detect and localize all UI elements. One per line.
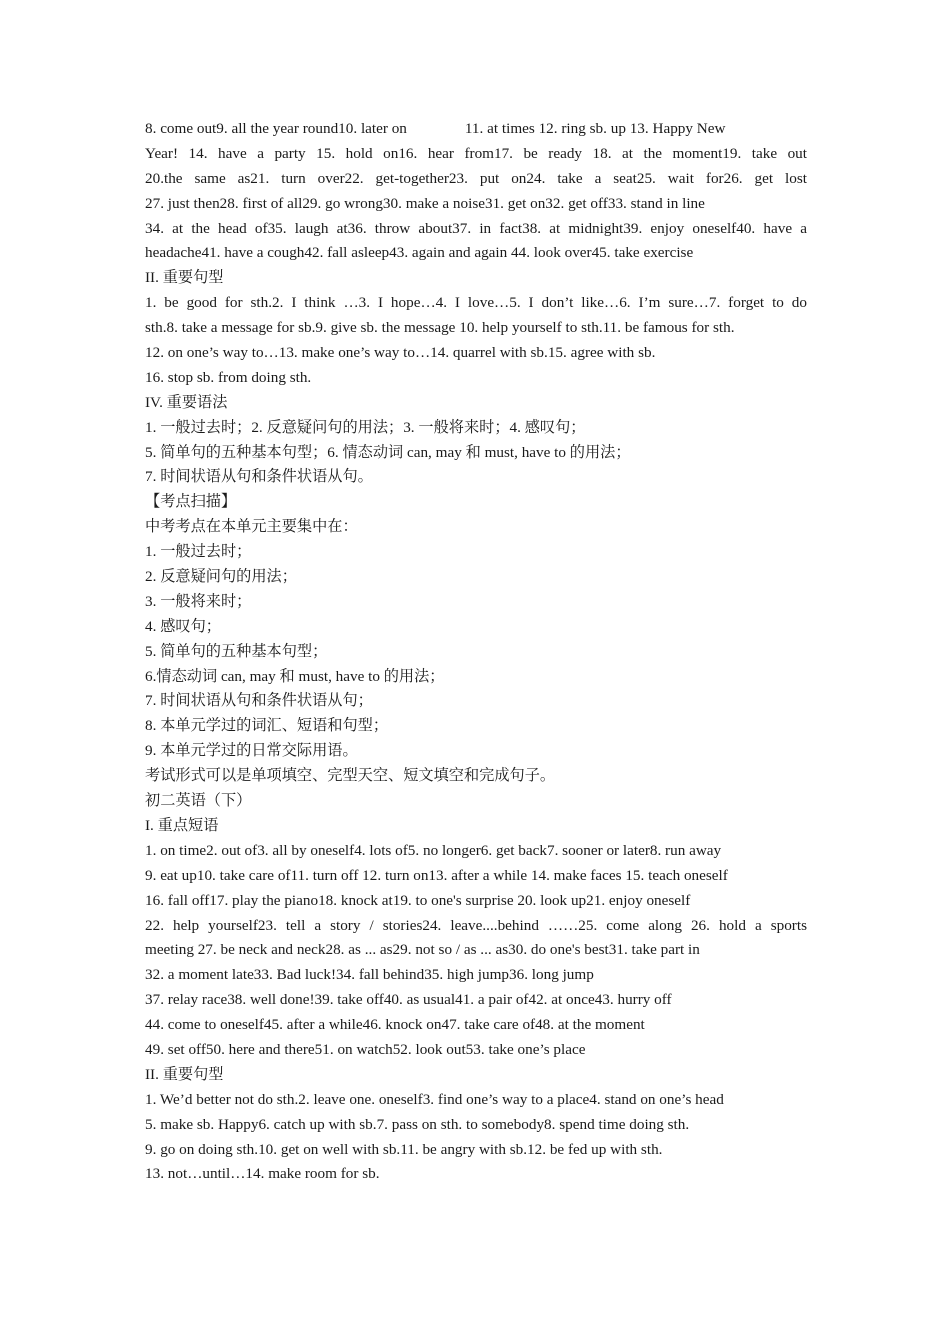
text-line: 考试形式可以是单项填空、完型天空、短文填空和完成句子。 bbox=[145, 767, 556, 785]
text-line: 12. on one’s way to…13. make one’s way to…14. quarrel with sb.15. agree with sb. bbox=[145, 344, 656, 362]
text-line: 16. fall off17. play the piano18. knock at19. to one's surprise 20. look up21. enjoy oneself bbox=[145, 891, 691, 909]
text-line: 1. 一般过去时；2. 反意疑问句的用法；3. 一般将来时；4. 感叹句； bbox=[145, 418, 586, 436]
text-line: 7. 时间状语从句和条件状语从句。 bbox=[145, 468, 373, 486]
text-line: I. 重点短语 bbox=[145, 816, 219, 834]
text-line: 【考点扫描】 bbox=[145, 493, 237, 511]
text-line bbox=[145, 117, 807, 142]
document-body bbox=[145, 117, 807, 1187]
text-line: 1. on time2. out of3. all by oneself4. lots of5. no longer6. get back7. sooner or later8. run away bbox=[145, 841, 722, 859]
text-line: 5. make sb. Happy6. catch up with sb.7. pass on sth. to somebody8. spend time doing sth. bbox=[145, 1115, 690, 1133]
text-line: meeting 27. be neck and neck28. as ... as29. not so / as ... as30. do one's best31. take part in bbox=[145, 941, 700, 959]
text-line: 9. 本单元学过的日常交际用语。 bbox=[145, 742, 358, 760]
text-line: 37. relay race38. well done!39. take off40. as usual41. a pair of42. at once43. hurry off bbox=[145, 991, 672, 1009]
text-line: 5. 简单句的五种基本句型；6. 情态动词 can, may 和 must, have to 的用法； bbox=[145, 443, 631, 461]
text-line: 1. be good for sth.2. I think …3. I hope…4. I love…5. I don’t like…6. I’m sure…7. forget to do bbox=[145, 294, 807, 312]
text-line: 5. 简单句的五种基本句型； bbox=[145, 642, 328, 660]
text-line: 2. 反意疑问句的用法； bbox=[145, 568, 297, 586]
text-line: IV. 重要语法 bbox=[145, 393, 228, 411]
text-line: 49. set off50. here and there51. on watch52. look out53. take one’s place bbox=[145, 1040, 586, 1058]
text-line: 44. come to oneself45. after a while46. knock on47. take care of48. at the moment bbox=[145, 1016, 645, 1034]
text-segment: 11. at times 12. ring sb. up 13. Happy New bbox=[464, 120, 726, 137]
text-line: 中考考点在本单元主要集中在： bbox=[145, 518, 358, 536]
text-line: sth.8. take a message for sb.9. give sb. the message 10. help yourself to sth.11. be famous for sth. bbox=[145, 319, 735, 337]
text-line: 13. not…until…14. make room for sb. bbox=[145, 1165, 380, 1183]
text-line: 8. 本单元学过的词汇、短语和句型； bbox=[145, 717, 388, 735]
text-line: 初二英语（下） bbox=[145, 792, 252, 810]
text-line: 16. stop sb. from doing sth. bbox=[145, 368, 312, 386]
text-line: 1. 一般过去时； bbox=[145, 543, 252, 561]
text-segment: 8. come out9. all the year round10. later on bbox=[145, 120, 407, 137]
text-line: 34. at the head of35. laugh at36. throw about37. in fact38. at midnight39. enjoy oneself40. have a bbox=[145, 219, 807, 237]
text-line: 32. a moment late33. Bad luck!34. fall behind35. high jump36. long jump bbox=[145, 966, 594, 984]
text-line: 20.the same as21. turn over22. get-together23. put on24. take a seat25. wait for26. get lost bbox=[145, 169, 807, 187]
text-line: 3. 一般将来时； bbox=[145, 592, 252, 610]
text-line: 9. go on doing sth.10. get on well with sb.11. be angry with sb.12. be fed up with sth. bbox=[145, 1140, 663, 1158]
text-line: 9. eat up10. take care of11. turn off 12. turn on13. after a while 14. make faces 15. teach oneself bbox=[145, 866, 728, 884]
text-line: 27. just then28. first of all29. go wrong30. make a noise31. get on32. get off33. stand in line bbox=[145, 194, 705, 212]
text-line: 22. help yourself23. tell a story / stories24. leave....behind ……25. come along 26. hold a sports bbox=[145, 916, 807, 934]
text-line: 6.情态动词 can, may 和 must, have to 的用法； bbox=[145, 667, 445, 685]
text-line: 1. We’d better not do sth.2. leave one. oneself3. find one’s way to a place4. stand on one’s head bbox=[145, 1090, 724, 1108]
text-line: II. 重要句型 bbox=[145, 1065, 224, 1083]
text-line: 7. 时间状语从句和条件状语从句； bbox=[145, 692, 373, 710]
text-line: Year! 14. have a party 15. hold on16. hear from17. be ready 18. at the moment19. take out bbox=[145, 144, 807, 162]
text-line: headache41. have a cough42. fall asleep43. again and again 44. look over45. take exercise bbox=[145, 244, 694, 262]
text-line: II. 重要句型 bbox=[145, 269, 224, 287]
text-line: 4. 感叹句； bbox=[145, 617, 221, 635]
